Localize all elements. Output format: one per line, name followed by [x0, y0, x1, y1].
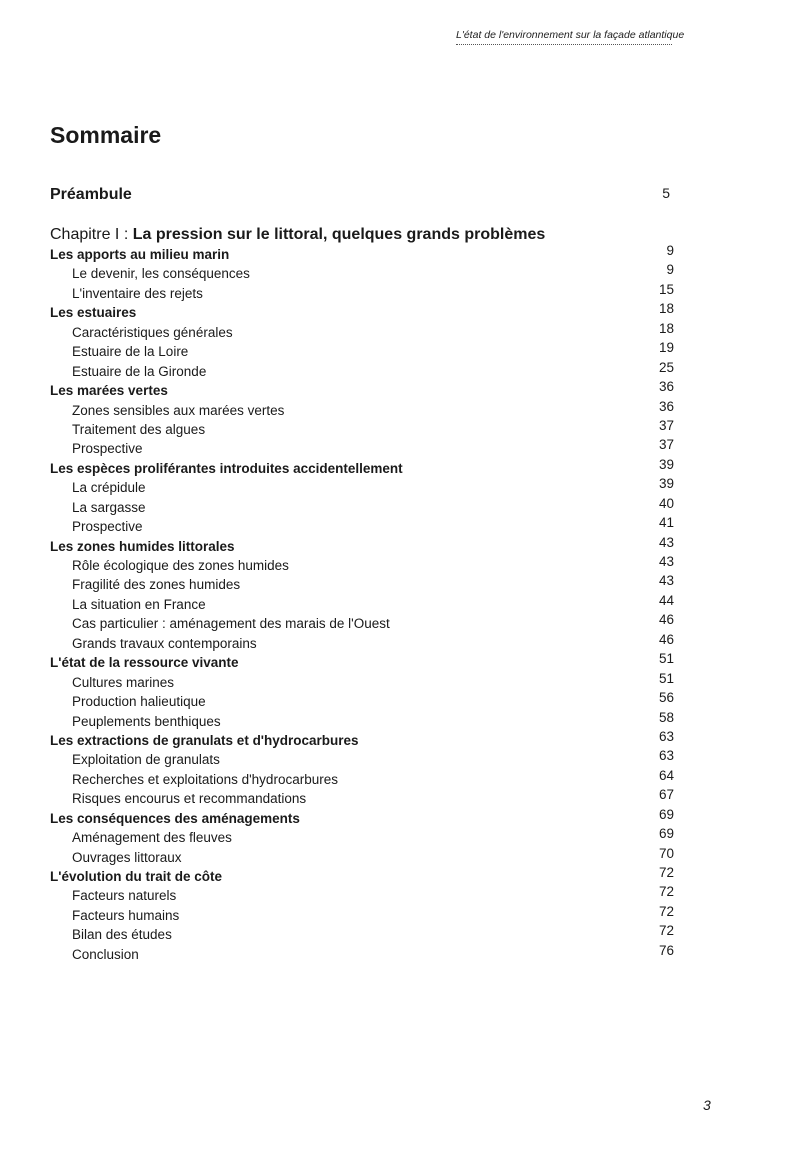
toc-section-entry — [0, 456, 800, 480]
toc-entry-label: Caractéristiques générales — [72, 324, 233, 340]
running-head: L'état de l'environnement sur la façade atlantique — [456, 29, 685, 41]
toc-entry-label: Aménagement des fleuves — [72, 830, 232, 846]
toc-entry-page: 51 — [658, 670, 674, 686]
toc-entry-label: Les extractions de granulats et d'hydrocarbures — [50, 732, 359, 748]
toc-section-entry — [0, 806, 800, 830]
toc-entry-label: Production halieutique — [72, 694, 206, 710]
toc-subentry — [0, 592, 800, 616]
toc-entry-page: 39 — [658, 456, 674, 472]
toc-entry-page: 69 — [658, 806, 674, 822]
toc-entry-page: 44 — [658, 592, 674, 608]
toc-subentry — [0, 884, 800, 907]
header-rule — [456, 44, 672, 45]
toc-subentry — [0, 573, 800, 596]
toc-entry-label: Les marées vertes — [50, 383, 168, 399]
toc-entry-label: Le devenir, les conséquences — [72, 266, 250, 282]
toc-entry-page: 67 — [658, 787, 674, 803]
toc-entry-page: 9 — [666, 243, 674, 258]
toc-subentry — [0, 554, 800, 577]
toc-entry-label: Les zones humides littorales — [50, 538, 235, 554]
toc-entry-label: Zones sensibles aux marées vertes — [72, 402, 285, 418]
toc-entry-page: 36 — [658, 379, 674, 395]
toc-subentry — [0, 515, 800, 538]
toc-entry-page: 18 — [658, 320, 674, 336]
toc-entry-label: Risques encourus et recommandations — [72, 791, 307, 807]
toc-entry-label: Estuaire de la Loire — [72, 344, 189, 360]
toc-entry-page: 15 — [658, 281, 674, 297]
toc-preambule-page: 5 — [662, 185, 670, 201]
toc-section-entry — [0, 651, 800, 674]
toc-entry-label: Facteurs humains — [72, 907, 180, 923]
toc-entry-page: 63 — [658, 748, 674, 764]
toc-entry-page: 37 — [658, 437, 674, 453]
toc-entry-page: 51 — [658, 651, 674, 667]
toc-entry-label: Fragilité des zones humides — [72, 577, 241, 593]
toc-subentry — [0, 320, 800, 344]
toc-subentry — [0, 748, 800, 771]
toc-entry-label: Traitement des algues — [72, 421, 206, 437]
toc-subentry — [0, 923, 800, 946]
toc-entry-page: 72 — [658, 865, 674, 880]
toc-entry-page: 69 — [658, 826, 674, 842]
toc-subentry — [0, 942, 800, 966]
toc-entry-page: 46 — [658, 631, 674, 647]
toc-entry-label: Cultures marines — [72, 674, 175, 690]
toc-entry-page: 19 — [658, 340, 674, 356]
toc-entry-label: Peuplements benthiques — [72, 713, 221, 729]
toc-subentry — [0, 631, 800, 655]
toc-entry-page: 72 — [658, 903, 674, 919]
toc-entry-page: 56 — [658, 690, 674, 706]
toc-subentry — [0, 359, 800, 383]
toc-entry-page: 58 — [658, 709, 674, 725]
page-number: 3 — [703, 1097, 711, 1113]
toc-entry-page: 63 — [658, 728, 674, 744]
toc-entry-page: 39 — [658, 476, 674, 492]
toc-subentry — [0, 262, 800, 285]
toc-entry-label: Exploitation de granulats — [72, 752, 220, 768]
toc-entry-label: La crépidule — [72, 480, 146, 496]
toc-subentry — [0, 495, 800, 519]
toc-preambule: Préambule — [50, 186, 132, 203]
toc-entry-label: Prospective — [72, 441, 143, 457]
page-title: Sommaire — [50, 122, 162, 148]
toc-entry-page: 72 — [658, 923, 674, 939]
toc-entry-page: 76 — [658, 942, 674, 958]
toc-section-entry — [0, 379, 800, 402]
toc-entry-label: Bilan des études — [72, 927, 172, 943]
toc-subentry — [0, 398, 800, 422]
chapter-heading — [50, 226, 545, 244]
toc-entry-label: Cas particulier : aménagement des marais de l'Ouest — [72, 616, 390, 632]
toc-entry-page: 41 — [658, 515, 674, 531]
toc-entry-page: 36 — [658, 398, 674, 414]
toc-entry-label: Ouvrages littoraux — [72, 849, 182, 865]
toc-entry-label: Les estuaires — [50, 305, 137, 321]
toc-entry-page: 9 — [666, 262, 674, 278]
toc-entry-label: L'état de la ressource vivante — [50, 655, 239, 671]
toc-subentry — [0, 612, 800, 635]
toc-entry-label: La situation en France — [72, 596, 206, 612]
toc-section-entry — [0, 243, 800, 266]
toc-section-entry — [0, 534, 800, 558]
toc-entry-page: 43 — [658, 534, 674, 550]
toc-entry-label: Rôle écologique des zones humides — [72, 558, 289, 573]
toc-subentry — [0, 826, 800, 849]
toc-entry-page: 37 — [658, 417, 674, 433]
toc-subentry — [0, 787, 800, 810]
toc-entry-page: 43 — [658, 554, 674, 569]
toc-entry-label: Conclusion — [72, 946, 139, 962]
toc-subentry — [0, 690, 800, 713]
toc-entry-page: 46 — [658, 612, 674, 628]
toc-entry-label: Les conséquences des aménagements — [50, 810, 300, 826]
toc-entry-label: Les espèces proliférantes introduites accidentellement — [50, 460, 403, 476]
toc-entry-label: Prospective — [72, 519, 143, 535]
toc-entry-label: La sargasse — [72, 499, 146, 515]
toc-subentry — [0, 670, 800, 694]
toc-subentry — [0, 903, 800, 927]
toc-entry-page: 43 — [658, 573, 674, 589]
toc-entry-label: Recherches et exploitations d'hydrocarbures — [72, 771, 338, 787]
toc-section-entry — [0, 728, 800, 752]
toc-entry-page: 72 — [658, 884, 674, 900]
chapter-title: La pression sur le littoral, quelques grands problèmes — [132, 226, 546, 243]
toc-subentry — [0, 417, 800, 441]
toc-entry-label: Les apports au milieu marin — [50, 247, 230, 262]
toc-entry-page: 18 — [658, 301, 674, 317]
toc-entry-page: 64 — [658, 767, 674, 783]
toc-subentry — [0, 709, 800, 733]
toc-subentry — [0, 845, 800, 869]
toc-section-entry — [0, 865, 800, 888]
toc-entry-label: L'inventaire des rejets — [72, 285, 203, 301]
chapter-prefix: Chapitre I : — [50, 226, 133, 243]
table-of-contents — [0, 243, 800, 966]
toc-entry-label: L'évolution du trait de côte — [50, 869, 222, 884]
toc-subentry — [0, 767, 800, 791]
toc-entry-page: 70 — [658, 845, 674, 861]
toc-entry-label: Facteurs naturels — [72, 888, 177, 904]
toc-entry-page: 25 — [658, 359, 674, 375]
toc-entry-label: Grands travaux contemporains — [72, 635, 257, 651]
toc-subentry — [0, 476, 800, 499]
toc-section-entry — [0, 301, 800, 324]
toc-entry-label: Estuaire de la Gironde — [72, 363, 207, 379]
toc-subentry — [0, 340, 800, 363]
toc-entry-page: 40 — [658, 495, 674, 511]
toc-subentry — [0, 437, 800, 460]
toc-subentry — [0, 281, 800, 305]
